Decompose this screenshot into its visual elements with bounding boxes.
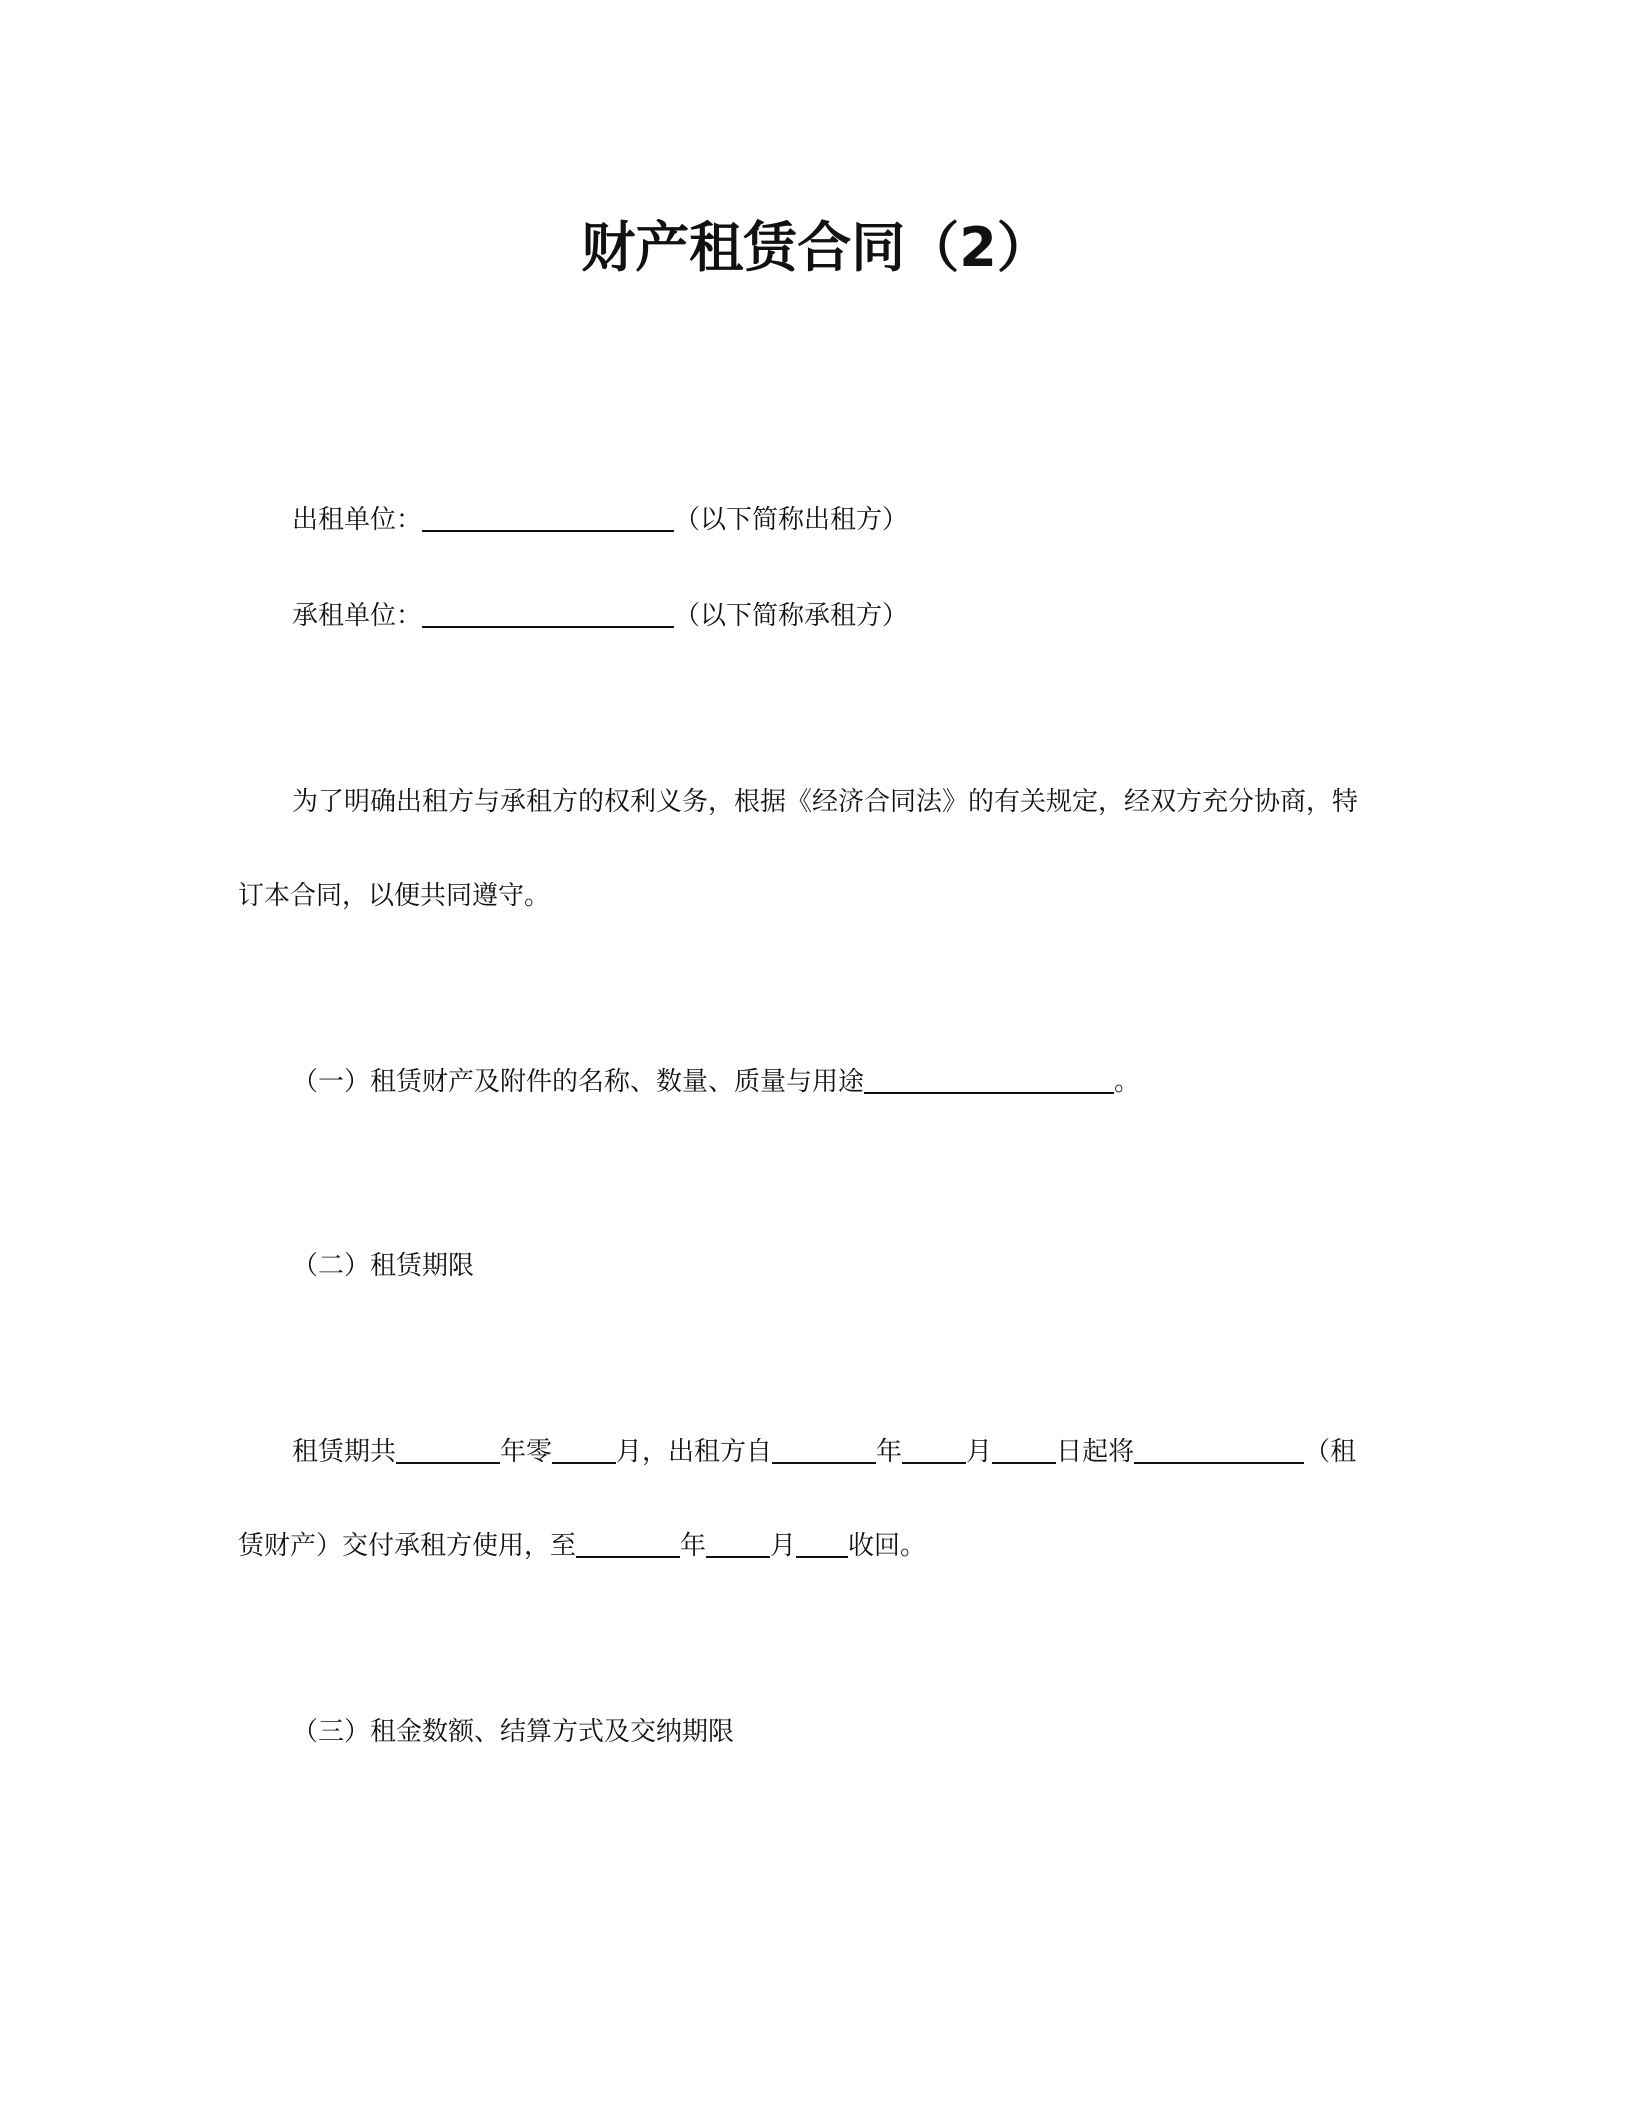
property-description-blank — [864, 1064, 1114, 1094]
return-year-blank — [576, 1528, 680, 1558]
lessor-line — [292, 500, 908, 540]
term-line-1 — [292, 1432, 1356, 1472]
term-text-8: 赁财产）交付承租方使用，至 — [238, 1531, 577, 1561]
lessee-line — [292, 596, 908, 636]
return-day-blank — [796, 1528, 848, 1558]
lessee-name-blank — [422, 598, 674, 628]
document-title: 财产租赁合同（2） — [581, 216, 1051, 279]
term-years-blank — [396, 1434, 500, 1464]
start-day-blank — [992, 1434, 1056, 1464]
section-2-heading: （二）租赁期限 — [292, 1251, 475, 1281]
lessor-suffix: （以下简称出租方） — [674, 505, 909, 535]
lessee-suffix: （以下简称承租方） — [674, 601, 909, 631]
term-text-2: 年零 — [500, 1437, 553, 1467]
term-text-6: 日起将 — [1056, 1437, 1135, 1467]
leased-property-blank — [1134, 1434, 1304, 1464]
term-text-5: 月 — [966, 1437, 993, 1467]
term-text-7: （租 — [1304, 1437, 1357, 1467]
section-1-line — [292, 1062, 1140, 1102]
return-month-blank — [706, 1528, 770, 1558]
term-text-9: 年 — [680, 1531, 707, 1561]
term-text-11: 收回。 — [848, 1531, 927, 1561]
section-1-end: 。 — [1114, 1067, 1141, 1097]
lessee-label: 承租单位： — [292, 601, 423, 631]
section-1-text: （一）租赁财产及附件的名称、数量、质量与用途 — [292, 1067, 865, 1097]
term-text-10: 月 — [770, 1531, 797, 1561]
term-text-1: 租赁期共 — [292, 1437, 397, 1467]
lessor-label: 出租单位： — [292, 505, 423, 535]
term-months-blank — [552, 1434, 616, 1464]
term-line-2 — [238, 1526, 926, 1566]
term-text-4: 年 — [876, 1437, 903, 1467]
start-year-blank — [772, 1434, 876, 1464]
preamble-line-2: 订本合同，以便共同遵守。 — [238, 881, 551, 911]
lessor-name-blank — [422, 502, 674, 532]
term-text-3: 月，出租方自 — [616, 1437, 773, 1467]
start-month-blank — [902, 1434, 966, 1464]
preamble-line-1: 为了明确出租方与承租方的权利义务，根据《经济合同法》的有关规定，经双方充分协商，特 — [292, 787, 1359, 817]
section-3-heading: （三）租金数额、结算方式及交纳期限 — [292, 1717, 735, 1747]
